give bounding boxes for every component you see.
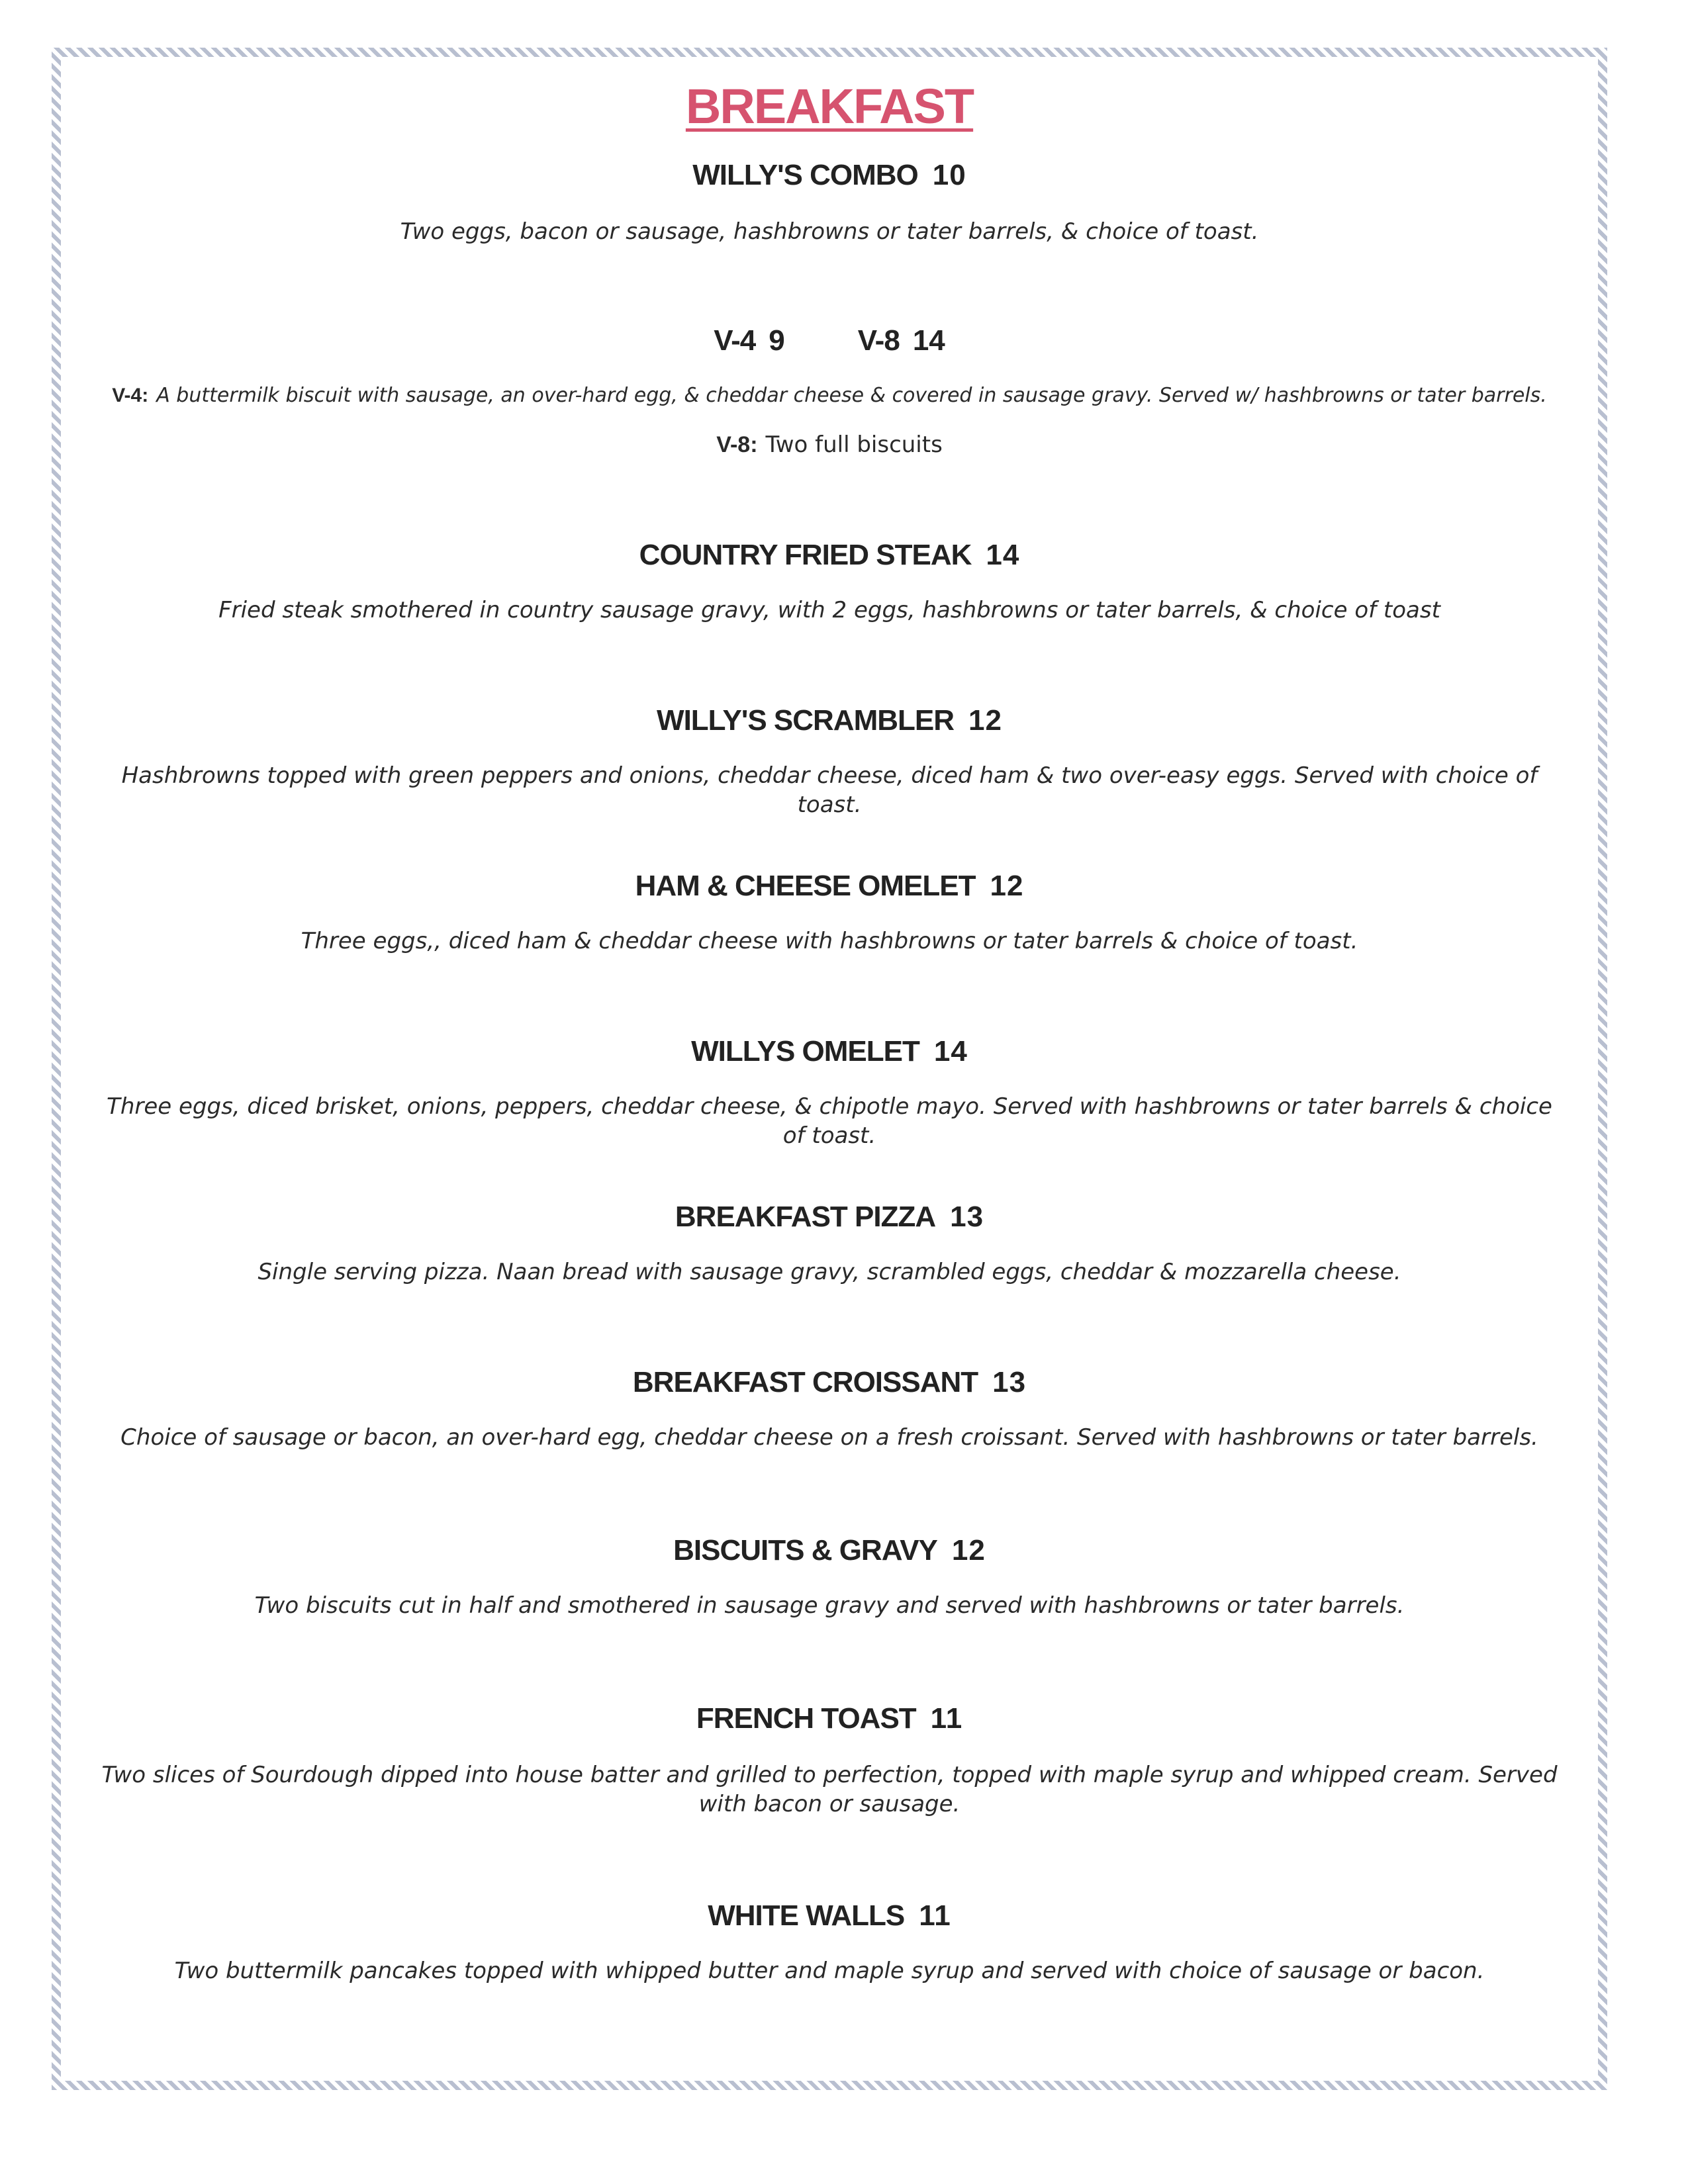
item-name: WHITE WALLS: [708, 1899, 905, 1932]
v4-name: V-4: [714, 324, 756, 357]
item-desc-willys-scrambler: Hashbrowns topped with green peppers and onions, cheddar cheese, diced ham & two over-easy eggs. Served with choice of toast.: [121, 762, 1538, 818]
item-price: 12: [990, 870, 1024, 902]
v8-label: V-8:: [716, 432, 758, 457]
item-desc-ham-cheese-omelet: Three eggs,, diced ham & cheddar cheese with hashbrowns or tater barrels & choice of toast.: [301, 928, 1358, 954]
item-name: FRENCH TOAST: [696, 1702, 916, 1735]
item-name: WILLYS OMELET: [691, 1035, 919, 1068]
item-price: 14: [986, 539, 1020, 571]
item-price: 13: [950, 1201, 984, 1233]
item-desc-breakfast-pizza: Single serving pizza. Naan bread with sausage gravy, scrambled eggs, cheddar & mozzarella cheese.: [258, 1259, 1401, 1285]
item-price: 13: [992, 1366, 1027, 1398]
item-desc-french-toast: Two slices of Sourdough dipped into house batter and grilled to perfection, topped with maple syrup and whipped cream. Served with bacon or sausage.: [101, 1762, 1558, 1817]
item-title-biscuits-gravy: [66, 1534, 1593, 1567]
item-name: HAM & CHEESE OMELET: [635, 870, 976, 902]
item-price: 12: [951, 1534, 986, 1567]
v8-price: 14: [912, 324, 945, 357]
item-title-willys-omelet: [66, 1035, 1593, 1068]
item-desc-willys-omelet: Three eggs, diced brisket, onions, peppers, cheddar cheese, & chipotle mayo. Served with hashbrowns or tater barrels & choice of toast.: [107, 1093, 1552, 1149]
item-title-white-walls: [66, 1899, 1593, 1933]
item-desc-biscuits-gravy: Two biscuits cut in half and smothered in sausage gravy and served with hashbrowns or tater barrels.: [254, 1592, 1405, 1619]
item-title-willys-combo: [66, 159, 1593, 192]
item-price: 14: [933, 1035, 968, 1068]
v4-price: 9: [769, 324, 785, 357]
item-name: BISCUITS & GRAVY: [673, 1534, 937, 1567]
menu-page: [66, 66, 1593, 2071]
item-title-ham-cheese-omelet: [66, 870, 1593, 903]
menu-title: BREAKFAST: [685, 79, 974, 134]
item-price: 11: [919, 1899, 951, 1932]
item-title-breakfast-croissant: [66, 1366, 1593, 1399]
item-desc-v4: [66, 384, 1593, 407]
item-title-breakfast-pizza: [66, 1201, 1593, 1234]
item-desc-v8: [66, 432, 1593, 458]
item-desc-country-fried-steak: Fried steak smothered in country sausage gravy, with 2 eggs, hashbrowns or tater barrels, & choice of toast: [218, 597, 1440, 623]
item-price: 10: [932, 159, 966, 191]
item-title-willys-scrambler: [66, 704, 1593, 737]
item-title-v4-v8: [66, 324, 1593, 357]
item-price: 11: [930, 1702, 963, 1735]
item-title-french-toast: [66, 1702, 1593, 1735]
v4-description: A buttermilk biscuit with sausage, an over-hard egg, & cheddar cheese & covered in sausage gravy. Served w/ hashbrowns or tater barrels.: [156, 384, 1547, 407]
item-name: WILLY'S COMBO: [692, 159, 918, 191]
item-title-country-fried-steak: [66, 539, 1593, 572]
item-name: BREAKFAST PIZZA: [675, 1201, 936, 1233]
item-price: 12: [968, 704, 1002, 737]
v4-label: V-4:: [112, 385, 149, 406]
item-desc-white-walls: Two buttermilk pancakes topped with whipped butter and maple syrup and served with choice of sausage or bacon.: [174, 1958, 1485, 1984]
item-name: WILLY'S SCRAMBLER: [657, 704, 954, 737]
item-name: COUNTRY FRIED STEAK: [639, 539, 972, 571]
v8-name: V-8: [857, 324, 900, 357]
v8-description: Two full biscuits: [765, 432, 943, 458]
item-desc-breakfast-croissant: Choice of sausage or bacon, an over-hard egg, cheddar cheese on a fresh croissant. Served with hashbrowns or tater barrels.: [120, 1424, 1538, 1451]
item-name: BREAKFAST CROISSANT: [632, 1366, 978, 1398]
item-desc-willys-combo: Two eggs, bacon or sausage, hashbrowns or tater barrels, & choice of toast.: [400, 218, 1259, 245]
